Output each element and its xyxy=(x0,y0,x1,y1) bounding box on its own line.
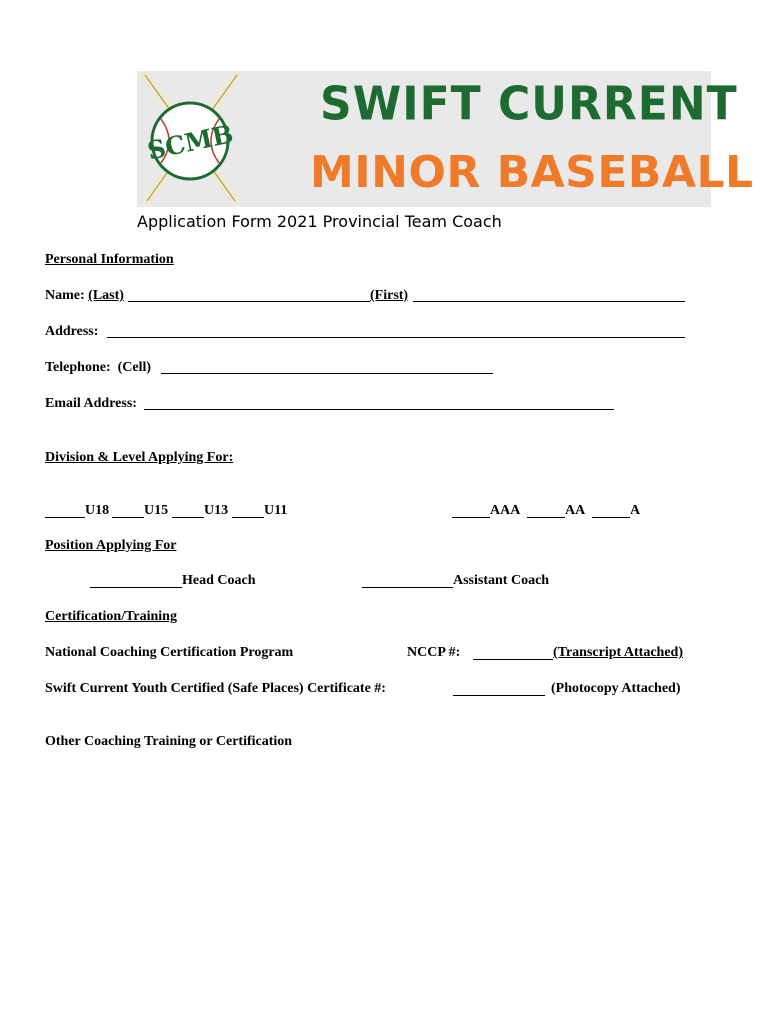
logo-monogram: SCMB xyxy=(144,119,236,166)
last-name-field[interactable] xyxy=(128,301,370,302)
u13-checkbox-line[interactable] xyxy=(172,517,204,518)
certification-heading: Certification/Training xyxy=(45,609,177,624)
name-label-text: Name xyxy=(45,288,80,303)
u15-checkbox-line[interactable] xyxy=(112,517,144,518)
first-name-field[interactable] xyxy=(413,301,685,302)
level-aa: AA xyxy=(565,503,586,518)
assistant-coach-checkbox-line[interactable] xyxy=(362,587,453,588)
division-u15: U15 xyxy=(144,503,169,518)
address-label: Address: xyxy=(45,324,99,339)
youth-cert-label: Swift Current Youth Certified (Safe Places) Certificate #: xyxy=(45,681,386,696)
aa-checkbox-line[interactable] xyxy=(527,517,565,518)
division-u13: U13 xyxy=(204,503,229,518)
last-name-label: (Last) xyxy=(88,288,124,303)
banner-title-line1: SWIFT CURRENT xyxy=(320,77,738,132)
nccp-number-label: NCCP #: xyxy=(407,645,461,660)
nccp-program-label: National Coaching Certification Program xyxy=(45,645,294,660)
u18-checkbox-line[interactable] xyxy=(45,517,85,518)
address-field[interactable] xyxy=(107,337,685,338)
u11-checkbox-line[interactable] xyxy=(232,517,264,518)
division-heading: Division & Level Applying For: xyxy=(45,450,234,465)
level-aaa: AAA xyxy=(490,503,521,518)
nccp-number-field[interactable] xyxy=(473,659,553,660)
a-checkbox-line[interactable] xyxy=(592,517,630,518)
first-name-label: (First) xyxy=(370,288,409,303)
division-u11: U11 xyxy=(264,503,288,518)
personal-info-heading: Personal Information xyxy=(45,252,174,267)
position-heading: Position Applying For xyxy=(45,538,177,553)
aaa-checkbox-line[interactable] xyxy=(452,517,490,518)
cell-label: (Cell) xyxy=(117,360,152,375)
logo-emblem xyxy=(137,71,247,207)
transcript-attached-label: (Transcript Attached) xyxy=(553,645,683,660)
email-label: Email Address: xyxy=(45,396,137,411)
telephone-label-text: Telephone: xyxy=(45,360,111,375)
cell-phone-field[interactable] xyxy=(161,373,493,374)
head-coach-checkbox-line[interactable] xyxy=(90,587,182,588)
division-u18: U18 xyxy=(85,503,110,518)
form-title: Application Form 2021 Provincial Team Coach xyxy=(137,212,502,231)
level-a: A xyxy=(630,503,641,518)
photocopy-attached-label: (Photocopy Attached) xyxy=(551,681,681,696)
email-field[interactable] xyxy=(144,409,614,410)
name-label: Name: (Last) xyxy=(45,288,124,303)
head-coach-label: Head Coach xyxy=(182,573,256,588)
assistant-coach-label: Assistant Coach xyxy=(453,573,550,588)
youth-cert-field[interactable] xyxy=(453,695,545,696)
banner-title-line2: MINOR BASEBALL xyxy=(310,147,754,198)
telephone-label xyxy=(45,360,151,376)
other-training-label: Other Coaching Training or Certification xyxy=(45,734,293,749)
